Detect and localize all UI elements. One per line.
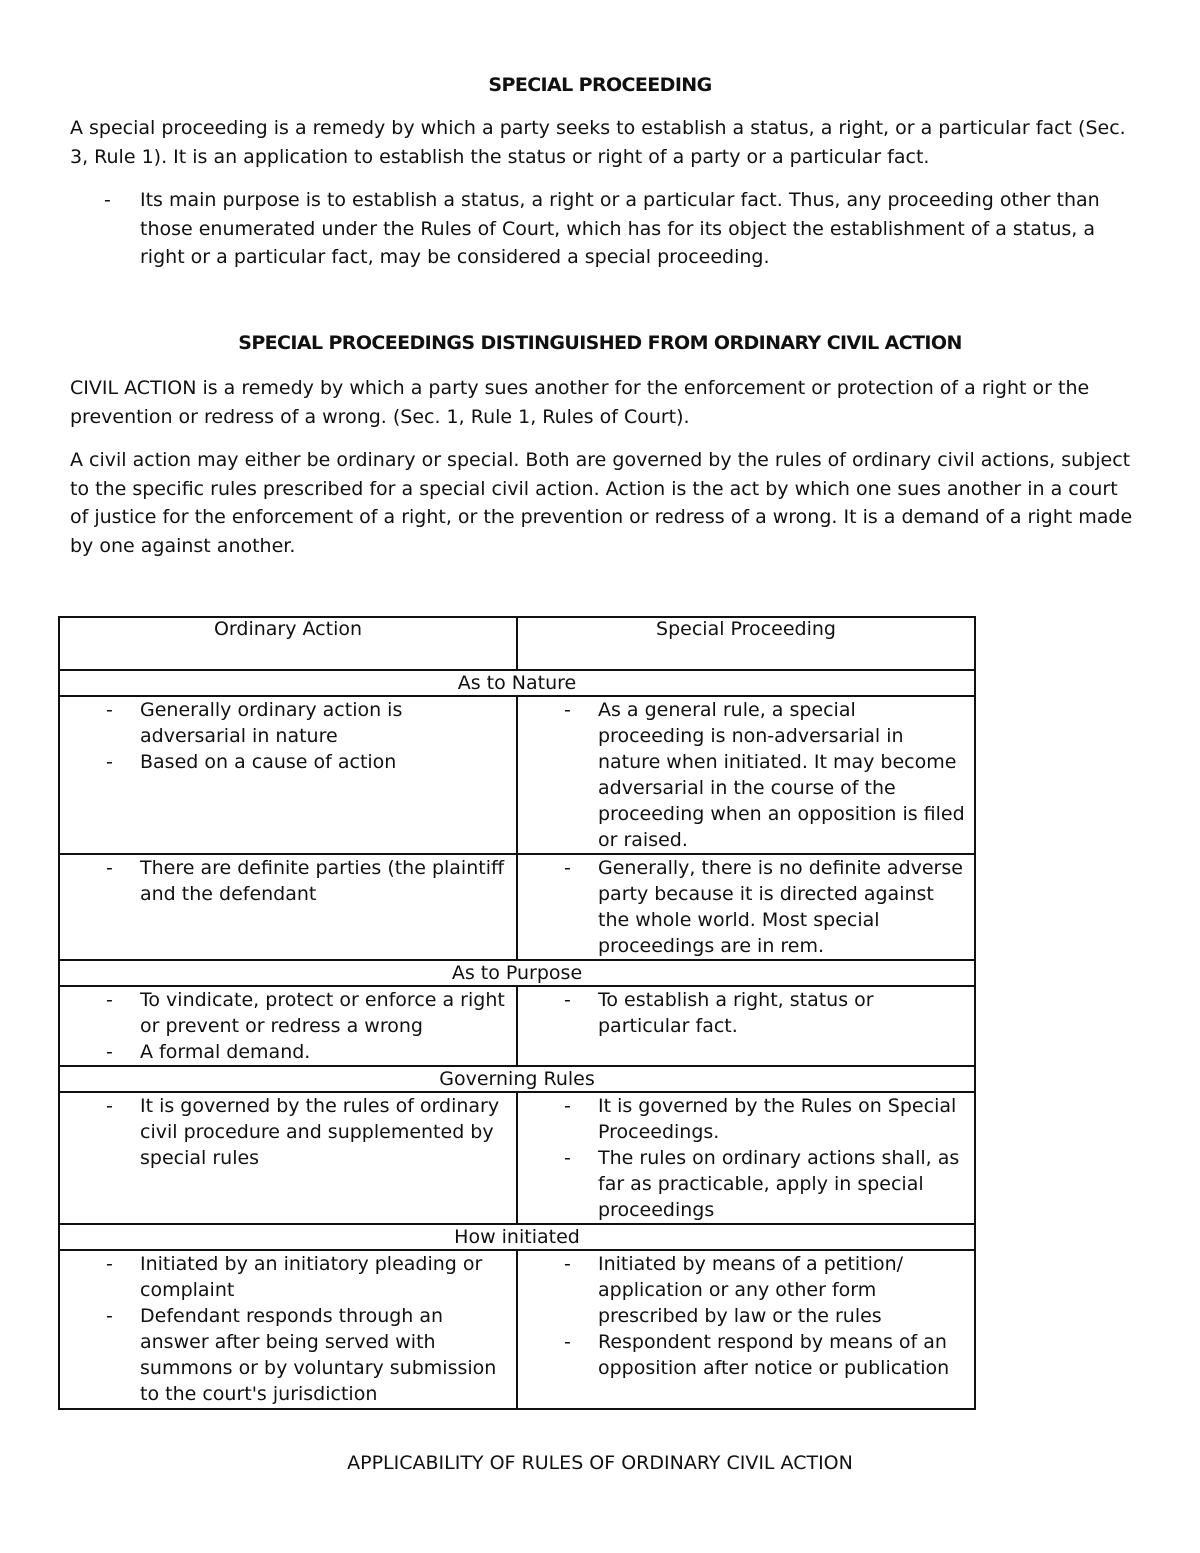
intro-paragraph: A special proceeding is a remedy by which a party seeks to establish a status, a right, or a particular fact (Sec. 3, Rule 1). It is an application to establish the status or right of a party or a particular fact. bbox=[70, 117, 1126, 168]
ordinary-action-cell bbox=[59, 1250, 517, 1409]
section-title: Governing Rules bbox=[59, 1066, 975, 1092]
bullet-list bbox=[60, 987, 516, 1065]
bullet-list bbox=[518, 855, 974, 959]
special-proceeding-cell bbox=[517, 986, 975, 1066]
special-proceeding-cell bbox=[517, 854, 975, 960]
section-row bbox=[59, 1224, 975, 1250]
section-title: How initiated bbox=[59, 1224, 975, 1250]
bullet-list bbox=[60, 1251, 516, 1407]
section-title: As to Nature bbox=[59, 670, 975, 696]
list-item: - It is governed by the Rules on Special Proceedings. bbox=[518, 1093, 966, 1145]
table-row bbox=[59, 854, 975, 960]
bullet-list bbox=[518, 1251, 974, 1381]
bullet-list bbox=[60, 1093, 516, 1171]
list-item: - There are definite parties (the plaintiff and the defendant bbox=[60, 855, 508, 907]
bullet-list bbox=[518, 697, 974, 853]
table-row bbox=[59, 696, 975, 854]
section-row bbox=[59, 670, 975, 696]
bullet-list bbox=[60, 697, 516, 775]
list-item: - Initiated by an initiatory pleading or complaint bbox=[60, 1251, 508, 1303]
column-header-special-proceeding: Special Proceeding bbox=[517, 617, 975, 670]
comparison-table bbox=[58, 616, 976, 1410]
list-item: - The rules on ordinary actions shall, as far as practicable, apply in special proceedings bbox=[518, 1145, 966, 1223]
section-title: As to Purpose bbox=[59, 960, 975, 986]
special-proceeding-cell bbox=[517, 1092, 975, 1224]
list-item: - Defendant responds through an answer after being served with summons or by voluntary submission to the court's jurisdiction bbox=[60, 1303, 508, 1407]
table-row bbox=[59, 1250, 975, 1409]
table-header-row bbox=[59, 617, 975, 670]
section-row bbox=[59, 960, 975, 986]
bullet-list bbox=[518, 987, 974, 1039]
civil-action-types: A civil action may either be ordinary or special. Both are governed by the rules of ordinary civil actions, subject to the specific rules prescribed for a special civil action. Action is the act by which one sues another in a court of justice for the enforcement of a right, or the prevention or redress of a wrong. It is a demand of a right made by one against another. bbox=[70, 449, 1133, 557]
ordinary-action-cell bbox=[59, 1092, 517, 1224]
column-header-ordinary-action: Ordinary Action bbox=[59, 617, 517, 670]
bullet-dash: - bbox=[104, 189, 111, 211]
heading-applicability: APPLICABILITY OF RULES OF ORDINARY CIVIL ACTION bbox=[347, 1452, 853, 1474]
intro-bullet-text: Its main purpose is to establish a status, a right or a particular fact. Thus, any proceeding other than those enumerated under the Rules of Court, which has for its object the establishment of a status, a right or a particular fact, may be considered a special proceeding. bbox=[140, 189, 1100, 268]
special-proceeding-cell bbox=[517, 1250, 975, 1409]
list-item: - Initiated by means of a petition/ application or any other form prescribed by law or the rules bbox=[518, 1251, 966, 1329]
list-item: - To establish a right, status or particular fact. bbox=[518, 987, 966, 1039]
list-item: - Respondent respond by means of an opposition after notice or publication bbox=[518, 1329, 966, 1381]
heading-special-proceeding: SPECIAL PROCEEDING bbox=[488, 74, 712, 96]
list-item: - As a general rule, a special proceeding is non-adversarial in nature when initiated. It may become adversarial in the course of the proceeding when an opposition is filed or raised. bbox=[518, 697, 966, 853]
special-proceeding-cell bbox=[517, 696, 975, 854]
list-item: - Generally ordinary action is adversarial in nature bbox=[60, 697, 508, 749]
ordinary-action-cell bbox=[59, 986, 517, 1066]
list-item: - Based on a cause of action bbox=[60, 749, 508, 775]
list-item: - Generally, there is no definite adverse party because it is directed against the whole world. Most special proceedings are in rem. bbox=[518, 855, 966, 959]
table-row bbox=[59, 1092, 975, 1224]
ordinary-action-cell bbox=[59, 854, 517, 960]
bullet-list bbox=[60, 855, 516, 907]
list-item: - A formal demand. bbox=[60, 1039, 508, 1065]
civil-action-definition: CIVIL ACTION is a remedy by which a party sues another for the enforcement or protection of a right or the prevention or redress of a wrong. (Sec. 1, Rule 1, Rules of Court). bbox=[70, 377, 1090, 428]
section-row bbox=[59, 1066, 975, 1092]
bullet-list bbox=[518, 1093, 974, 1223]
heading-distinguished: SPECIAL PROCEEDINGS DISTINGUISHED FROM ORDINARY CIVIL ACTION bbox=[238, 332, 962, 354]
list-item: - It is governed by the rules of ordinary civil procedure and supplemented by special rules bbox=[60, 1093, 508, 1171]
table-row bbox=[59, 986, 975, 1066]
list-item: - To vindicate, protect or enforce a right or prevent or redress a wrong bbox=[60, 987, 508, 1039]
ordinary-action-cell bbox=[59, 696, 517, 854]
